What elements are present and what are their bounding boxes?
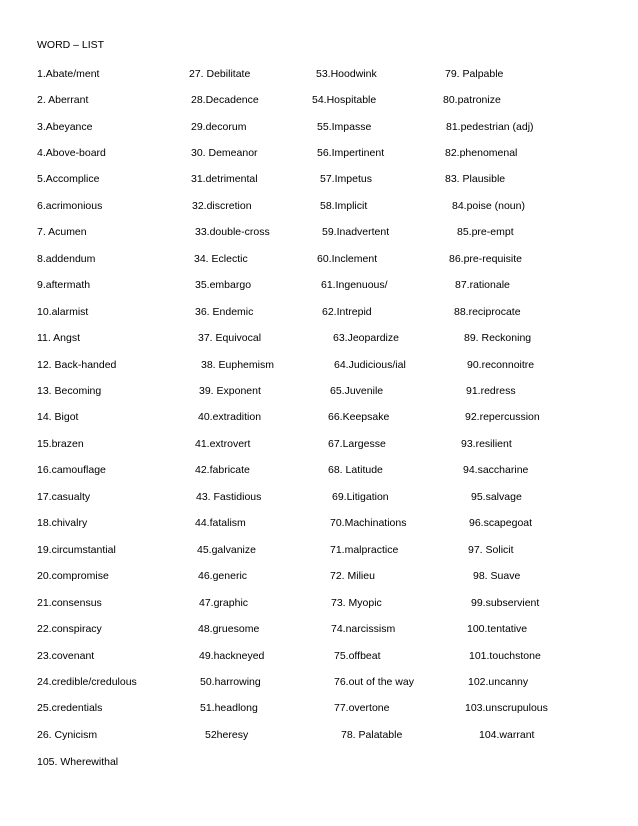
word-item: 65.Juvenile — [330, 385, 384, 397]
word-item: 10.alarmist — [37, 306, 89, 318]
word-item: 54.Hospitable — [312, 94, 377, 106]
word-item: 73. Myopic — [331, 597, 382, 609]
page-title: WORD – LIST — [37, 39, 105, 51]
word-item: 45.galvanize — [197, 544, 256, 556]
word-item: 91.redress — [466, 385, 516, 397]
word-item: 4.Above-board — [37, 147, 106, 159]
word-item: 27. Debilitate — [189, 68, 251, 80]
word-item: 39. Exponent — [199, 385, 261, 397]
word-item: 23.covenant — [37, 650, 95, 662]
word-item: 77.overtone — [334, 702, 390, 714]
word-item: 64.Judicious/ial — [334, 359, 406, 371]
word-item: 33.double-cross — [195, 226, 270, 238]
word-item: 82.phenomenal — [445, 147, 518, 159]
word-item: 16.camouflage — [37, 464, 106, 476]
word-item: 25.credentials — [37, 702, 103, 714]
word-item: 32.discretion — [192, 200, 252, 212]
word-item: 17.casualty — [37, 491, 91, 503]
word-item: 98. Suave — [473, 570, 521, 582]
word-item: 6.acrimonious — [37, 200, 103, 212]
word-item: 100.tentative — [467, 623, 528, 635]
word-item: 51.headlong — [200, 702, 258, 714]
word-item: 62.Intrepid — [322, 306, 372, 318]
word-item: 85.pre-empt — [457, 226, 514, 238]
word-item: 34. Eclectic — [194, 253, 248, 265]
word-item: 42.fabricate — [195, 464, 250, 476]
word-item: 79. Palpable — [445, 68, 504, 80]
word-item: 56.Impertinent — [317, 147, 385, 159]
word-item: 69.Litigation — [332, 491, 389, 503]
word-item: 87.rationale — [455, 279, 510, 291]
word-item: 84.poise (noun) — [452, 200, 525, 212]
word-item: 2. Aberrant — [37, 94, 89, 106]
word-item: 76.out of the way — [334, 676, 414, 688]
word-item: 11. Angst — [37, 332, 81, 344]
word-item: 96.scapegoat — [469, 517, 533, 529]
word-item: 58.Implicit — [320, 200, 368, 212]
word-item: 52heresy — [205, 729, 249, 741]
word-item: 24.credible/credulous — [37, 676, 137, 688]
word-item: 70.Machinations — [330, 517, 407, 529]
word-item: 12. Back-handed — [37, 359, 117, 371]
word-item: 97. Solicit — [468, 544, 514, 556]
word-item: 37. Equivocal — [198, 332, 262, 344]
word-item: 47.graphic — [199, 597, 249, 609]
word-item: 9.aftermath — [37, 279, 91, 291]
word-item: 44.fatalism — [195, 517, 246, 529]
word-item: 83. Plausible — [445, 173, 506, 185]
word-item: 15.brazen — [37, 438, 84, 450]
word-item: 90.reconnoitre — [467, 359, 535, 371]
word-item: 46.generic — [198, 570, 248, 582]
word-item: 59.Inadvertent — [322, 226, 390, 238]
word-item: 3.Abeyance — [37, 121, 93, 133]
word-item: 60.Inclement — [317, 253, 378, 265]
word-item: 72. Milieu — [330, 570, 375, 582]
word-item: 102.uncanny — [468, 676, 529, 688]
word-item: 88.reciprocate — [454, 306, 521, 318]
word-item: 92.repercussion — [465, 411, 540, 423]
word-item: 61.Ingenuous/ — [321, 279, 388, 291]
word-item: 55.Impasse — [317, 121, 372, 133]
word-item: 50.harrowing — [200, 676, 261, 688]
word-item: 103.unscrupulous — [465, 702, 548, 714]
word-item: 40.extradition — [198, 411, 262, 423]
word-item: 26. Cynicism — [37, 729, 98, 741]
word-item: 13. Becoming — [37, 385, 102, 397]
word-item: 74.narcissism — [331, 623, 396, 635]
word-item: 53.Hoodwink — [316, 68, 377, 80]
word-item: 66.Keepsake — [328, 411, 390, 423]
word-item: 14. Bigot — [37, 411, 79, 423]
word-item: 94.saccharine — [463, 464, 529, 476]
word-item: 21.consensus — [37, 597, 102, 609]
word-item: 101.touchstone — [469, 650, 541, 662]
word-item: 1.Abate/ment — [37, 68, 100, 80]
last-word: 105. Wherewithal — [37, 756, 119, 768]
word-item: 5.Accomplice — [37, 173, 100, 185]
word-item: 31.detrimental — [191, 173, 258, 185]
word-item: 22.conspiracy — [37, 623, 102, 635]
word-item: 68. Latitude — [328, 464, 383, 476]
word-item: 18.chivalry — [37, 517, 88, 529]
word-item: 20.compromise — [37, 570, 109, 582]
word-item: 36. Endemic — [195, 306, 254, 318]
word-item: 41.extrovert — [195, 438, 251, 450]
word-item: 38. Euphemism — [201, 359, 274, 371]
word-item: 30. Demeanor — [191, 147, 258, 159]
word-item: 67.Largesse — [328, 438, 386, 450]
word-item: 95.salvage — [471, 491, 522, 503]
word-item: 78. Palatable — [341, 729, 403, 741]
word-item: 75.offbeat — [334, 650, 381, 662]
word-item: 99.subservient — [471, 597, 540, 609]
word-item: 93.resilient — [461, 438, 512, 450]
word-item: 28.Decadence — [191, 94, 259, 106]
word-item: 35.embargo — [195, 279, 252, 291]
word-item: 89. Reckoning — [464, 332, 532, 344]
word-item: 49.hackneyed — [199, 650, 265, 662]
word-item: 63.Jeopardize — [333, 332, 399, 344]
word-item: 8.addendum — [37, 253, 96, 265]
word-item: 29.decorum — [191, 121, 247, 133]
word-item: 43. Fastidious — [196, 491, 262, 503]
word-item: 57.Impetus — [320, 173, 372, 185]
word-item: 7. Acumen — [37, 226, 87, 238]
word-item: 81.pedestrian (adj) — [446, 121, 534, 133]
word-item: 71.malpractice — [330, 544, 399, 556]
word-item: 19.circumstantial — [37, 544, 116, 556]
word-item: 104.warrant — [479, 729, 535, 741]
word-item: 86.pre-requisite — [449, 253, 522, 265]
word-item: 48.gruesome — [198, 623, 260, 635]
word-item: 80.patronize — [443, 94, 501, 106]
